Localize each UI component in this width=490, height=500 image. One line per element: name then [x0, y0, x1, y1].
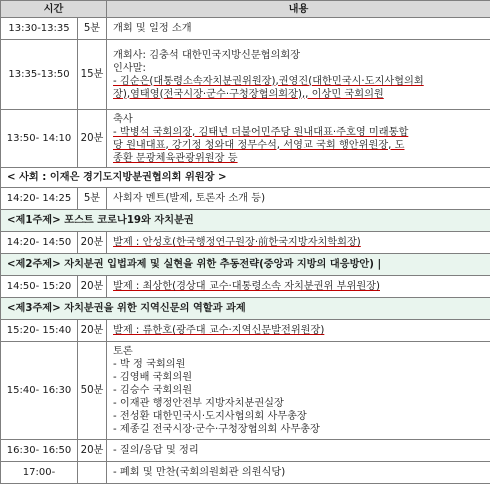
panelist: - 전성환 대한민국시·도지사협의회 사무총장: [113, 411, 307, 422]
row-duration: 20분: [78, 276, 107, 298]
row-time: 13:35-13:50: [1, 40, 78, 110]
row-duration: 20분: [78, 232, 107, 254]
schedule-row: [1, 342, 490, 440]
panelist: - 이재관 행정안전부 지방자치분권실장: [113, 398, 284, 409]
row-time: 16:30- 16:50: [1, 440, 78, 462]
row-time: 17:00-: [1, 462, 78, 484]
topic-row: [1, 210, 490, 232]
row-time: 15:40- 16:30: [1, 342, 78, 440]
panelist: - 김승수 국회의원: [113, 385, 193, 396]
panelist: - 제종길 전국시장·군수·구청장협의회 사무총장: [113, 424, 320, 435]
row-duration: 20분: [78, 110, 107, 168]
schedule-row: [1, 440, 490, 462]
row-time: 13:50- 14:10: [1, 110, 78, 168]
schedule-row: [1, 110, 490, 168]
header-content: 내용: [107, 1, 490, 18]
schedule-row: [1, 40, 490, 110]
header-time: 시간: [1, 1, 107, 18]
row-content: [107, 40, 490, 110]
row-duration: [78, 462, 107, 484]
moderator-heading: < 사회 : 이재은 경기도지방분권협의회 위원장 >: [1, 168, 490, 188]
row-content: 사회자 멘트(발제, 토론자 소개 등): [107, 188, 490, 210]
topic-2-heading: <제2주제> 자치분권 입법과제 및 실현을 위한 추동전략(중앙과 지방의 대응방안) |: [1, 254, 490, 276]
row-content: 발제 : 류한호(광주대 교수·지역신문발전위원장): [107, 320, 490, 342]
panelist: - 박 정 국회의원: [113, 359, 186, 370]
row-time: 14:20- 14:25: [1, 188, 78, 210]
row-duration: 20분: [78, 440, 107, 462]
moderator-row: [1, 168, 490, 188]
schedule-row: [1, 462, 490, 484]
row-duration: 5분: [78, 188, 107, 210]
row-time: 13:30-13:35: [1, 18, 78, 40]
congrats-speakers-line: 당 원내대표, 강기정 청와대 정무수석, 서영교 국회 행안위원장, 도: [113, 139, 405, 151]
row-content: [107, 342, 490, 440]
topic-3-heading: <제3주제> 자치분권을 위한 지역신문의 역할과 과제: [1, 298, 490, 320]
row-content: [107, 110, 490, 168]
greetings-speakers-line: - 김순은(대통령소속자치분권위원장),권영진(대한민국시·도지사협의회: [113, 75, 424, 87]
discussion-label: 토론: [113, 346, 133, 357]
row-time: 14:20- 14:50: [1, 232, 78, 254]
greetings-label: 인사말:: [113, 62, 146, 74]
schedule-row: [1, 18, 490, 40]
opening-speech: 개회사: 김충석 대한민국지방신문협의회장: [113, 49, 301, 61]
row-duration: 5분: [78, 18, 107, 40]
schedule-row: [1, 276, 490, 298]
congrats-label: 축사: [113, 113, 133, 125]
row-content: 발제 : 최상한(경상대 교수·대통령소속 자치분권위 부위원장): [107, 276, 490, 298]
row-content: 개회 및 일정 소개: [107, 18, 490, 40]
topic-row: [1, 254, 490, 276]
schedule-row: [1, 320, 490, 342]
row-duration: 15분: [78, 40, 107, 110]
row-time: 14:50- 15:20: [1, 276, 78, 298]
topic-1-heading: <제1주제> 포스트 코로나19와 자치분권: [1, 210, 490, 232]
greetings-speakers-line: 장),염태영(전국시장·군수·구청장협의회장),, 이상민 국회의원: [113, 88, 384, 100]
schedule-row: [1, 188, 490, 210]
row-duration: 50분: [78, 342, 107, 440]
congrats-speakers-line: - 박병석 국회의장, 김태년 더불어민주당 원내대표·주호영 미래통합: [113, 126, 409, 138]
row-duration: 20분: [78, 320, 107, 342]
topic-row: [1, 298, 490, 320]
row-content: - 질의/응답 및 정리: [107, 440, 490, 462]
congrats-speakers-line: 종환 문광체육관광위원장 등: [113, 152, 238, 164]
row-content: 발제 : 안성호(한국행정연구원장·前한국지방자치학회장): [107, 232, 490, 254]
row-content: - 폐회 및 만찬(국회의원회관 의원식당): [107, 462, 490, 484]
schedule-row: [1, 232, 490, 254]
header-row: [1, 1, 490, 18]
panelist: - 김영배 국회의원: [113, 372, 193, 383]
row-time: 15:20- 15:40: [1, 320, 78, 342]
